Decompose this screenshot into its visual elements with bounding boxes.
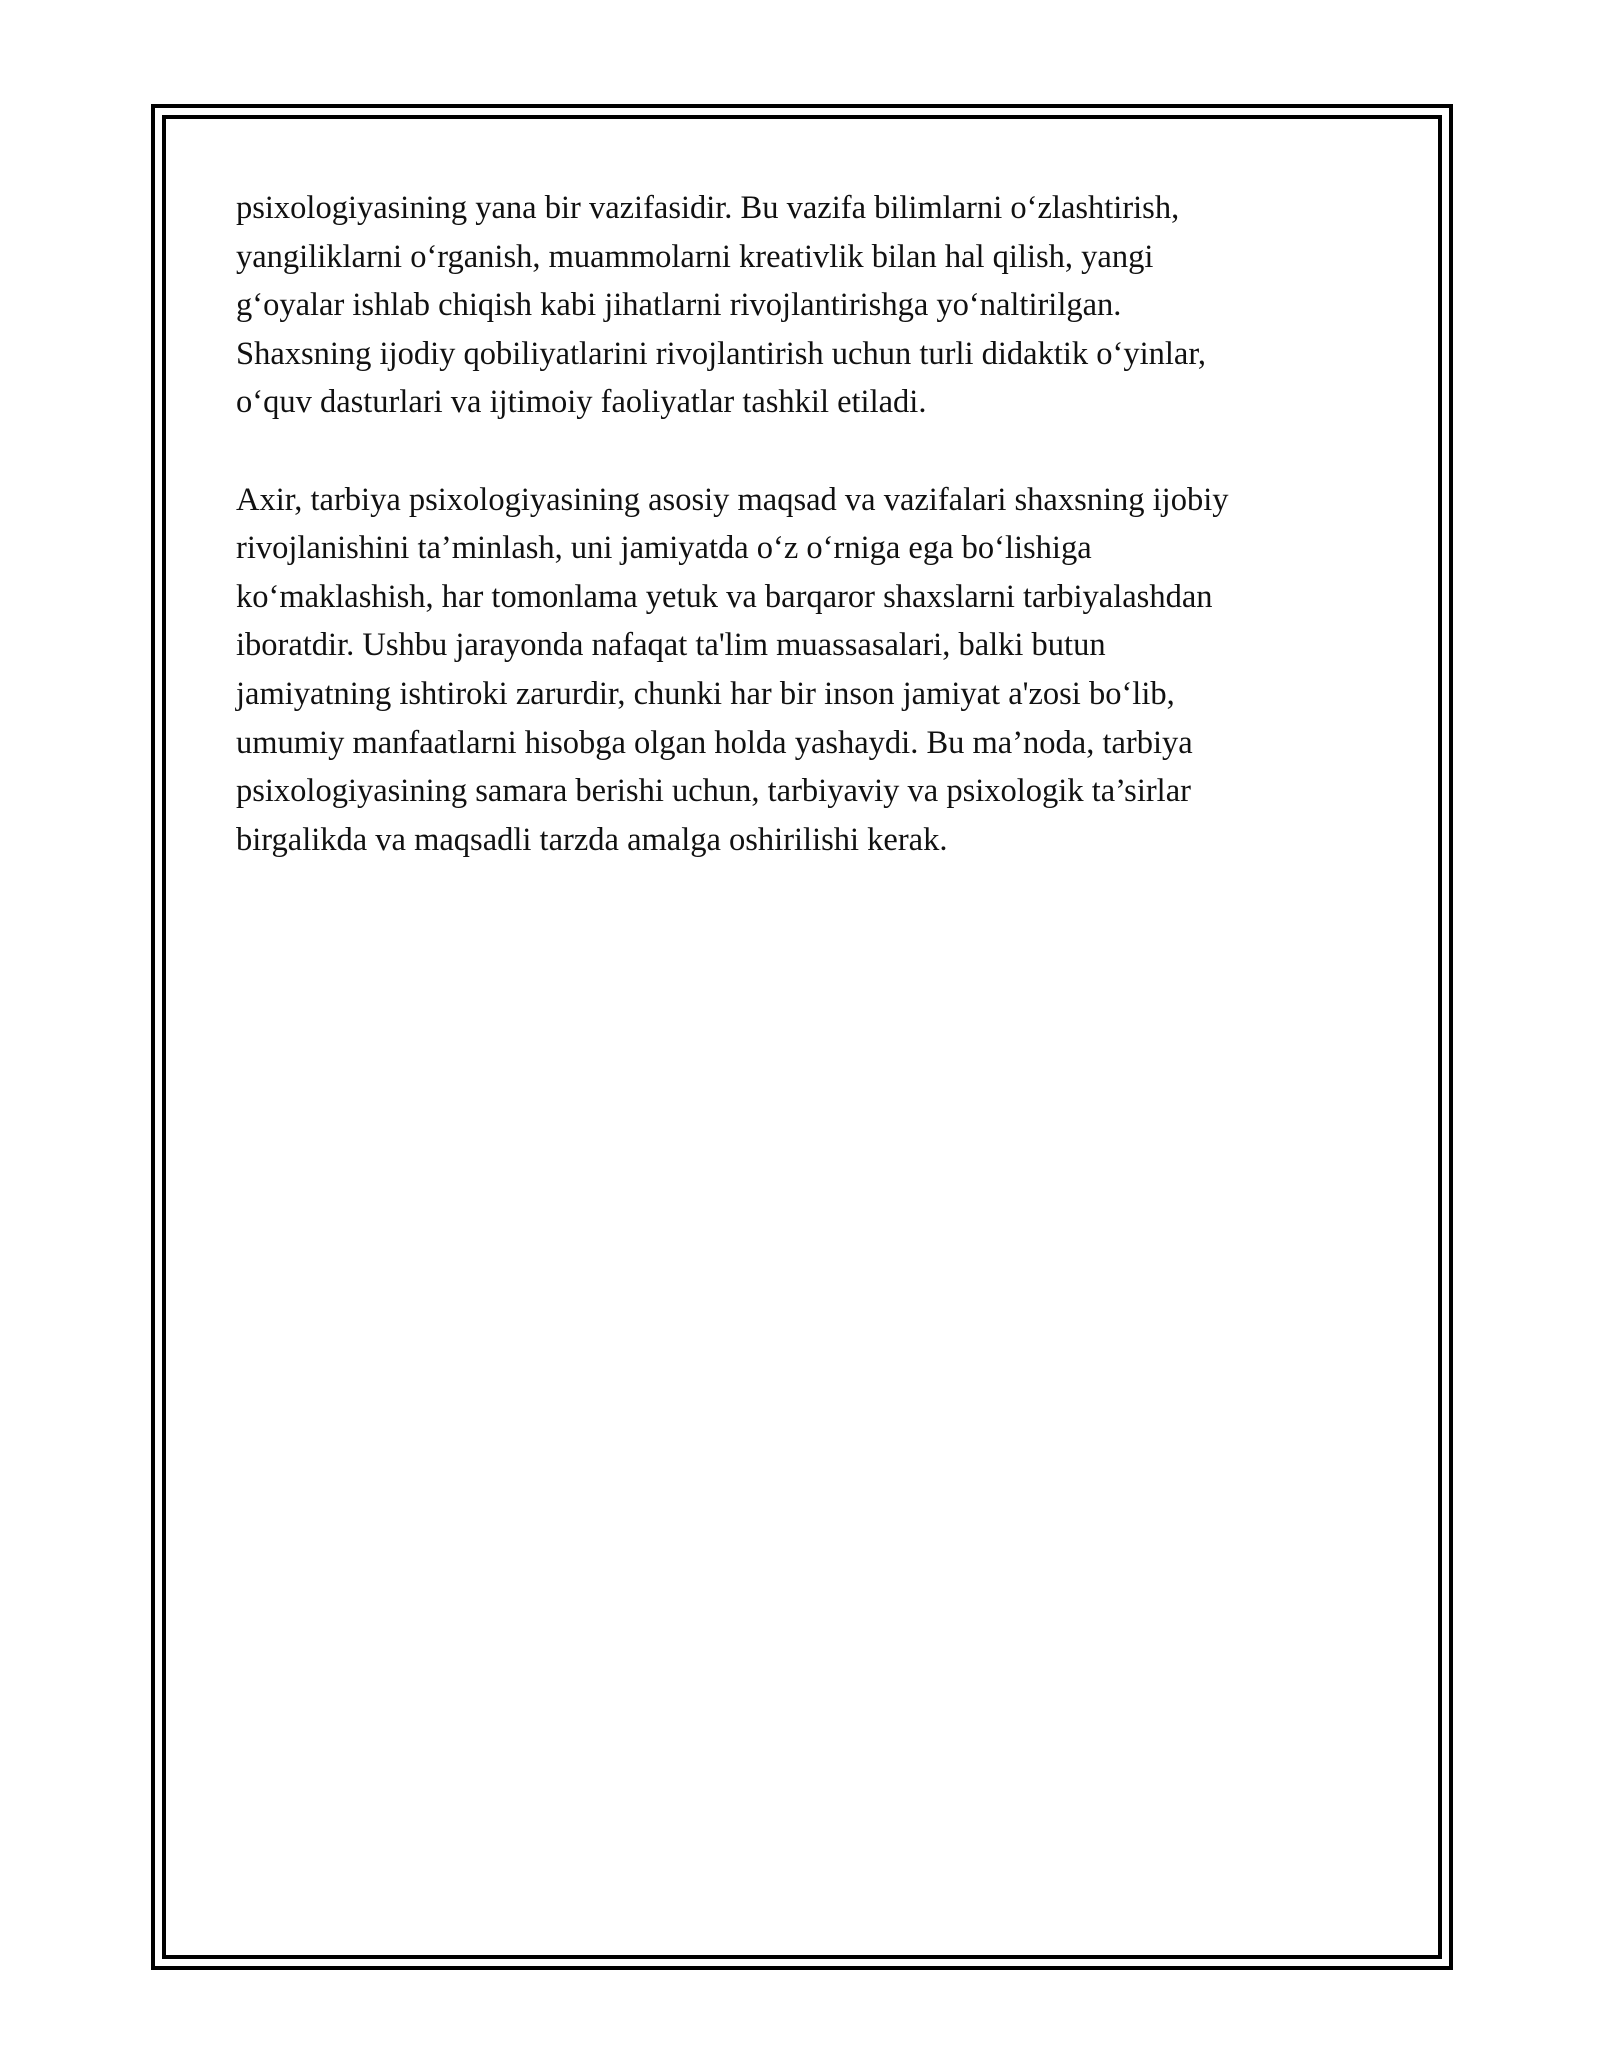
paragraph-1 [236, 184, 1366, 427]
text-line: psixologiyasining samara berishi uchun, tarbiyaviy va psixologik ta’sirlar [236, 773, 1191, 810]
text-line: Axir, tarbiya psixologiyasining asosiy maqsad va vazifalari shaxsning ijobiy [236, 481, 1229, 518]
document-body [236, 184, 1366, 864]
text-line: iboratdir. Ushbu jarayonda nafaqat ta'lim muassasalari, balki butun [236, 627, 1106, 664]
text-line: umumiy manfaatlarni hisobga olgan holda yashaydi. Bu ma’noda, tarbiya [236, 724, 1193, 761]
text-line: ko‘maklashish, har tomonlama yetuk va barqaror shaxslarni tarbiyalashdan [236, 578, 1213, 615]
text-line: birgalikda va maqsadli tarzda amalga oshirilishi kerak. [236, 821, 948, 858]
text-line: psixologiyasining yana bir vazifasidir. Bu vazifa bilimlarni o‘zlashtirish, [236, 190, 1180, 226]
paragraph-2 [236, 476, 1366, 865]
text-line: g‘oyalar ishlab chiqish kabi jihatlarni rivojlantirishga yo‘naltirilgan. [236, 287, 1122, 324]
text-line: rivojlanishini ta’minlash, uni jamiyatda o‘z o‘rniga ega bo‘lishiga [236, 530, 1092, 567]
text-line: yangiliklarni o‘rganish, muammolarni kreativlik bilan hal qilish, yangi [236, 238, 1154, 275]
text-line: o‘quv dasturlari va ijtimoiy faoliyatlar tashkil etiladi. [236, 384, 927, 421]
text-line: Shaxsning ijodiy qobiliyatlarini rivojlantirish uchun turli didaktik o‘yinlar, [236, 335, 1206, 372]
text-line: jamiyatning ishtiroki zarurdir, chunki har bir inson jamiyat a'zosi bo‘lib, [236, 675, 1175, 712]
